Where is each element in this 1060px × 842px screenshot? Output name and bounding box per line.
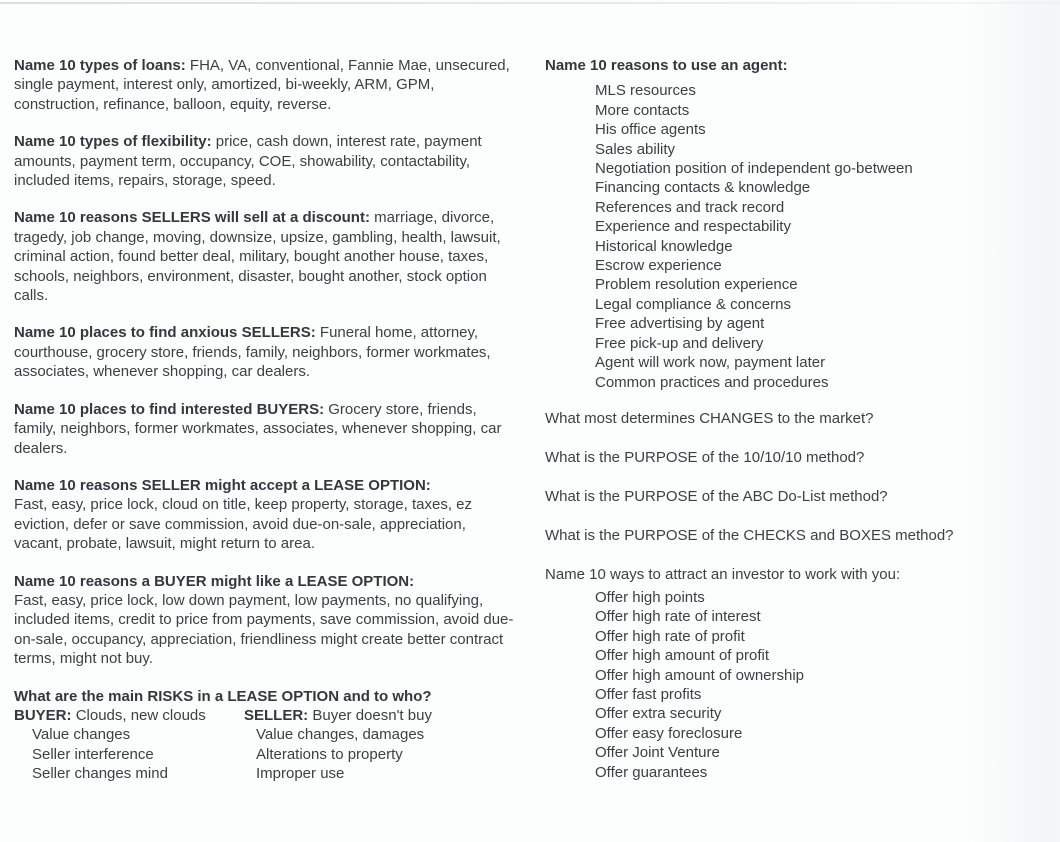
agent-reason-item: Historical knowledge: [595, 237, 733, 255]
buyer-label: BUYER:: [14, 706, 72, 724]
seller-intro: Buyer doesn't buy: [312, 706, 432, 724]
section-anxious-sellers: [14, 323, 515, 381]
investor-way-item: Offer guarantees: [595, 763, 708, 781]
agent-reason-item: Common practices and procedures: [595, 373, 829, 391]
investor-section-heading: Name 10 ways to attract an investor to work with you:: [545, 565, 901, 583]
risk-item: Value changes, damages: [256, 726, 425, 744]
investor-way-item: Offer high rate of profit: [595, 627, 745, 645]
investor-ways-list: [545, 588, 1051, 782]
investor-way-item: Offer easy foreclosure: [595, 724, 743, 742]
investor-way-item: Offer high points: [595, 589, 705, 606]
agent-reason-item: Legal compliance & concerns: [595, 295, 791, 313]
agent-reason-item: Negotiation position of independent go-between: [595, 160, 913, 178]
section-flexibility: [14, 132, 515, 190]
agent-section-heading: [545, 56, 1051, 75]
section-anxious-sellers-body: Funeral home, attorney, courthouse, grocery store, friends, family, neighbors, former workmates, associates, whenever shopping, car dealers.: [14, 324, 491, 381]
section-flexibility-heading: Name 10 types of flexibility:: [14, 133, 212, 151]
section-sellers-discount: [14, 208, 515, 305]
seller-label: SELLER:: [244, 706, 309, 724]
agent-section-heading-text: Name 10 reasons to use an agent:: [545, 57, 788, 74]
risks-seller-head: [244, 706, 515, 725]
risk-item: Alterations to property: [256, 745, 403, 763]
right-column: [545, 56, 1051, 782]
section-interested-buyers: [14, 400, 515, 458]
section-seller-lease-option: [14, 476, 515, 554]
question-line: What is the PURPOSE of the CHECKS and BOXES method?: [545, 526, 954, 544]
agent-reason-item: Free advertising by agent: [595, 315, 765, 333]
questions-block: [545, 409, 1051, 545]
section-buyer-lease-option: [14, 572, 515, 669]
section-interested-buyers-body: Grocery store, friends, family, neighbors, former workmates, associates, whenever shopping, car dealers.: [14, 400, 502, 457]
risks-seller-column: [244, 706, 515, 784]
section-interested-buyers-heading: Name 10 places to find interested BUYERS:: [14, 400, 325, 418]
agent-reason-item: Problem resolution experience: [595, 276, 798, 294]
agent-reason-item: Agent will work now, payment later: [595, 354, 826, 372]
agent-reason-item: Experience and respectability: [595, 218, 791, 236]
agent-reason-item: References and track record: [595, 198, 785, 216]
section-buyer-lease-option-body: Fast, easy, price lock, low down payment, low payments, no qualifying, included items, credit to price from payments, save commission, avoid due-on-sale, occupancy, appreciation, friendliness might create better contract terms, might not buy.: [14, 591, 514, 668]
section-loans-body: FHA, VA, conventional, Fannie Mae, unsecured, single payment, interest only, amortized, bi-weekly, ARM, GPM, construction, refinance, balloon, equity, reverse.: [14, 57, 510, 113]
risk-item: Seller changes mind: [32, 765, 168, 783]
agent-reason-item: Sales ability: [595, 140, 676, 158]
scan-edge-artifact: [0, 2, 1060, 4]
agent-reason-item: MLS resources: [595, 82, 696, 100]
risk-item: Value changes: [32, 726, 131, 744]
risks-buyer-head: [14, 706, 244, 725]
risks-heading: What are the main RISKS in a LEASE OPTION and to who?: [14, 687, 432, 705]
question-line: What is the PURPOSE of the ABC Do-List method?: [545, 488, 888, 505]
risks-grid: [14, 706, 515, 784]
agent-reason-item: Financing contacts & knowledge: [595, 179, 811, 197]
section-anxious-sellers-heading: Name 10 places to find anxious SELLERS:: [14, 324, 316, 342]
section-seller-lease-option-heading: Name 10 reasons SELLER might accept a LEASE OPTION:: [14, 476, 431, 494]
section-loans: [14, 56, 515, 114]
section-loans-heading: Name 10 types of loans:: [14, 57, 186, 74]
agent-reasons-list: [545, 81, 1051, 392]
agent-reason-item: More contacts: [595, 101, 690, 119]
agent-reason-item: Escrow experience: [595, 257, 722, 275]
question-line: What most determines CHANGES to the market?: [545, 410, 874, 428]
risk-item: Seller interference: [32, 745, 154, 763]
investor-way-item: Offer Joint Venture: [595, 744, 720, 762]
investor-way-item: Offer high rate of interest: [595, 608, 761, 626]
left-column: [14, 56, 515, 802]
section-flexibility-body: price, cash down, interest rate, payment amounts, payment term, occupancy, COE, showability, contactability, included items, repairs, storage, speed.: [14, 133, 482, 190]
investor-way-item: Offer extra security: [595, 705, 722, 723]
investor-way-item: Offer fast profits: [595, 686, 702, 704]
agent-reason-item: His office agents: [595, 121, 706, 139]
buyer-intro: Clouds, new clouds: [75, 706, 206, 724]
risk-item: Improper use: [256, 765, 345, 783]
risks-buyer-column: [14, 706, 244, 784]
investor-way-item: Offer high amount of profit: [595, 647, 769, 665]
section-buyer-lease-option-heading: Name 10 reasons a BUYER might like a LEASE OPTION:: [14, 572, 415, 590]
question-line: What is the PURPOSE of the 10/10/10 method?: [545, 449, 865, 467]
agent-reason-item: Free pick-up and delivery: [595, 334, 764, 352]
risks-section: [14, 687, 515, 784]
section-sellers-discount-body: marriage, divorce, tragedy, job change, moving, downsize, upsize, gambling, health, lawsuit, criminal action, found better deal, military, bought another house, taxes, schools, neighbors, environment, disaster, bought another, stock option calls.: [14, 209, 501, 305]
section-seller-lease-option-body: Fast, easy, price lock, cloud on title, keep property, storage, taxes, ez eviction, defer or save commission, avoid due-on-sale, appreciation, vacant, probate, lawsuit, might return to area.: [14, 496, 472, 553]
section-sellers-discount-heading: Name 10 reasons SELLERS will sell at a discount:: [14, 209, 370, 227]
investor-way-item: Offer high amount of ownership: [595, 666, 805, 684]
